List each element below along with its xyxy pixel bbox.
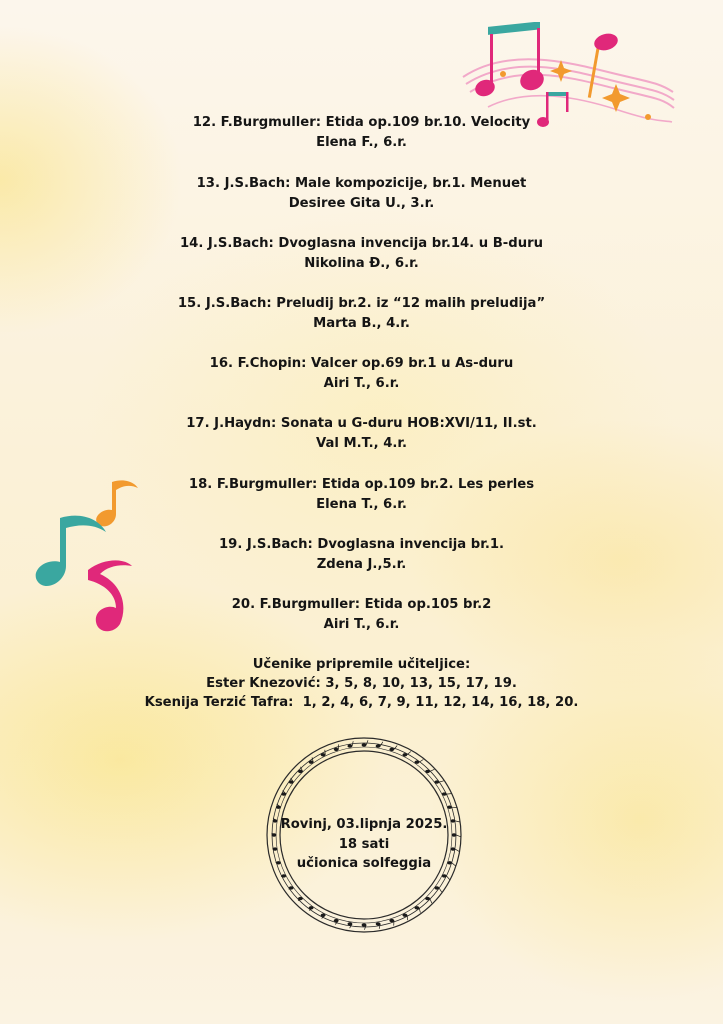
program-entry-19 (0, 535, 723, 575)
wreath-note-head (434, 886, 439, 889)
wreath-note-head (403, 914, 408, 917)
piece-title: 12. F.Burgmuller: Etida op.109 br.10. Velocity (192, 115, 531, 130)
wreath-note-head (415, 906, 420, 909)
piece-title: 20. F.Burgmuller: Etida op.105 br.2 (231, 597, 492, 612)
performer: Airi T., 6.r. (323, 617, 400, 632)
program-entry-14 (0, 234, 723, 274)
wreath-note-head (442, 874, 447, 877)
wreath-note-head (362, 743, 367, 746)
wreath-note-head (434, 780, 439, 783)
event-place-date: Rovinj, 03.lipnja 2025. (280, 817, 448, 832)
wreath-note-stem (380, 742, 383, 746)
performer: Val M.T., 4.r. (315, 436, 408, 451)
wreath-note-stem (281, 876, 286, 877)
program-entry-17 (0, 414, 723, 454)
wreath-note-head (403, 753, 408, 756)
teachers-block (0, 655, 723, 712)
piece-title: 15. J.S.Bach: Preludij br.2. iz “12 malih preludija” (177, 296, 546, 311)
wreath-note-stem (407, 915, 408, 920)
wreath-note-stem (325, 750, 326, 755)
wreath-note-stem (439, 781, 444, 782)
event-time: 18 sati (338, 836, 390, 852)
wreath-note-stem (430, 899, 432, 904)
piece-title: 17. J.Haydn: Sonata u G-duru HOB:XVI/11, II.st. (186, 416, 537, 431)
program-entry-20 (0, 595, 723, 635)
performer: Nikolina Đ., 6.r. (304, 256, 419, 271)
event-details (262, 815, 466, 874)
wreath-note-head (415, 761, 420, 764)
wreath-note-stem (430, 769, 435, 771)
wreath-note-head (334, 919, 339, 922)
wreath-note-stem (439, 888, 442, 892)
program-entry-13 (0, 174, 723, 214)
teacher-line-1: Ester Knezović: 3, 5, 8, 10, 13, 15, 17, 19. (206, 676, 517, 691)
performer: Desiree Gita U., 3.r. (288, 196, 435, 211)
program-entry-12 (0, 113, 723, 153)
performer: Marta B., 4.r. (313, 316, 410, 331)
performer: Zdena J.,5.r. (316, 557, 407, 572)
wreath-note-head (376, 744, 381, 747)
wreath-note-head (425, 770, 430, 773)
performer: Elena T., 6.r. (316, 497, 407, 512)
wreath-note-head (425, 897, 430, 900)
piece-title: 14. J.S.Bach: Dvoglasna invencija br.14. u B-duru (179, 236, 544, 251)
program-entry-15 (0, 294, 723, 334)
wreath-note-head (442, 792, 447, 795)
wreath-note-head (334, 748, 339, 751)
piece-title: 18. F.Burgmuller: Etida op.109 br.2. Les perles (188, 477, 535, 492)
wreath-note-head (389, 919, 394, 922)
piece-title: 13. J.S.Bach: Male kompozicije, br.1. Menuet (196, 176, 527, 191)
wreath-note-stem (446, 794, 451, 795)
wreath-note-head (321, 753, 326, 756)
piece-title: 19. J.S.Bach: Dvoglasna invencija br.1. (218, 537, 505, 552)
wreath-note-head (389, 748, 394, 751)
wreath-note-stem (419, 760, 423, 763)
wreath-note-head (348, 744, 353, 747)
program-entry-16 (0, 354, 723, 394)
event-room: učionica solfeggia (296, 856, 432, 871)
teachers-heading: Učenike pripremile učiteljice: (252, 657, 471, 672)
wreath-note-head (447, 806, 452, 809)
performer: Elena F., 6.r. (316, 135, 407, 150)
wreath-note-head (281, 792, 286, 795)
program-entry-18 (0, 475, 723, 515)
piece-title: 16. F.Chopin: Valcer op.69 br.1 u As-duru (209, 356, 514, 371)
teacher-line-2: Ksenija Terzić Tafra: 1, 2, 4, 6, 7, 9, 11, 12, 14, 16, 18, 20. (144, 695, 579, 710)
performer: Airi T., 6.r. (323, 376, 400, 391)
wreath-note-stem (446, 876, 449, 880)
